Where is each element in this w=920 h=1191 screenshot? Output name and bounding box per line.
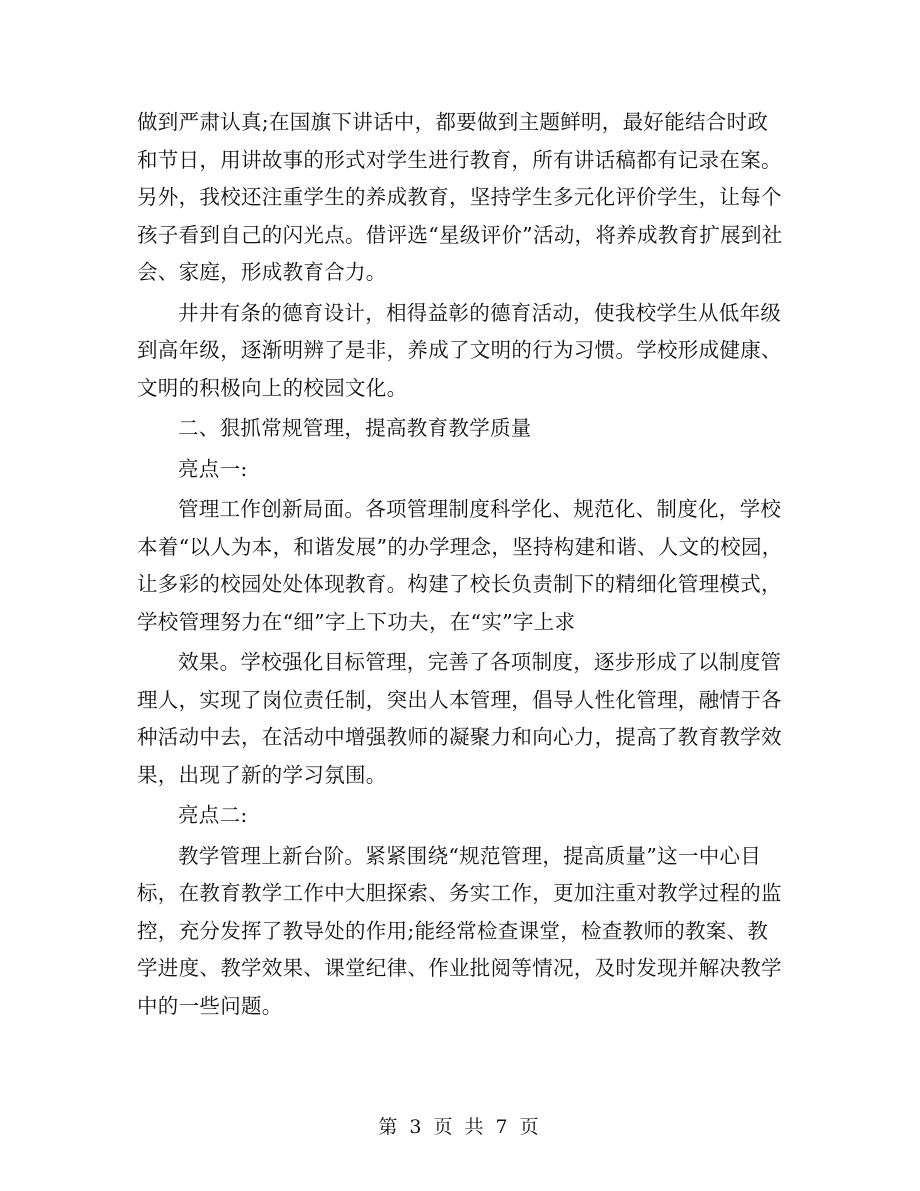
section-heading: 二、狠抓常规管理，提高教育教学质量 xyxy=(178,416,532,440)
document-body xyxy=(137,104,787,1025)
paragraph-teaching-management: 教学管理上新台阶。紧紧围绕“规范管理，提高质量”这一中心目标，在教育教学工作中大胆探索、务实工作，更加注重对教学过程的监控，充分发挥了教导处的作用;能经常检查课堂，检查教师的教案、教学进度、教学效果、课堂纪律、作业批阅等情况，及时发现并解决教学中的一些问题。 xyxy=(137,843,782,1018)
highlight-one-heading: 亮点一: xyxy=(178,456,248,481)
paragraph-management-results: 效果。学校强化目标管理，完善了各项制度，逐步形成了以制度管理人，实现了岗位责任制，突出人本管理，倡导人性化管理，融情于各种活动中去，在活动中增强教师的凝聚力和向心力，提高了教育教学效果，出现了新的学习氛围。 xyxy=(137,650,782,787)
paragraph-moral-education-continued: 做到严肃认真;在国旗下讲话中，都要做到主题鲜明，最好能结合时政和节日，用讲故事的形式对学生进行教育，所有讲话稿都有记录在案。另外，我校还注重学生的养成教育，坚持学生多元化评价学生，让每个孩子看到自己的闪光点。借评选“星级评价”活动，将养成教育扩展到社会、家庭，形成教育合力。 xyxy=(137,110,783,284)
paragraph-moral-education-summary: 井井有条的德育设计，相得益彰的德育活动，使我校学生从低年级到高年级，逐渐明辨了是非，养成了文明的行为习惯。学校形成健康、文明的积极向上的校园文化。 xyxy=(137,300,782,400)
paragraph-management-innovation: 管理工作创新局面。各项管理制度科学化、规范化、制度化，学校本着“以人为本，和谐发展”的办学理念，坚持构建和谐、人文的校园，让多彩的校园处处体现教育。构建了校长负责制下的精细化管理模式，学校管理努力在“细”字上下功夫，在“实”字上求 xyxy=(137,497,783,634)
highlight-two-heading: 亮点二: xyxy=(178,803,248,827)
page-number-footer: 第 3 页 共 7 页 xyxy=(378,1116,542,1138)
